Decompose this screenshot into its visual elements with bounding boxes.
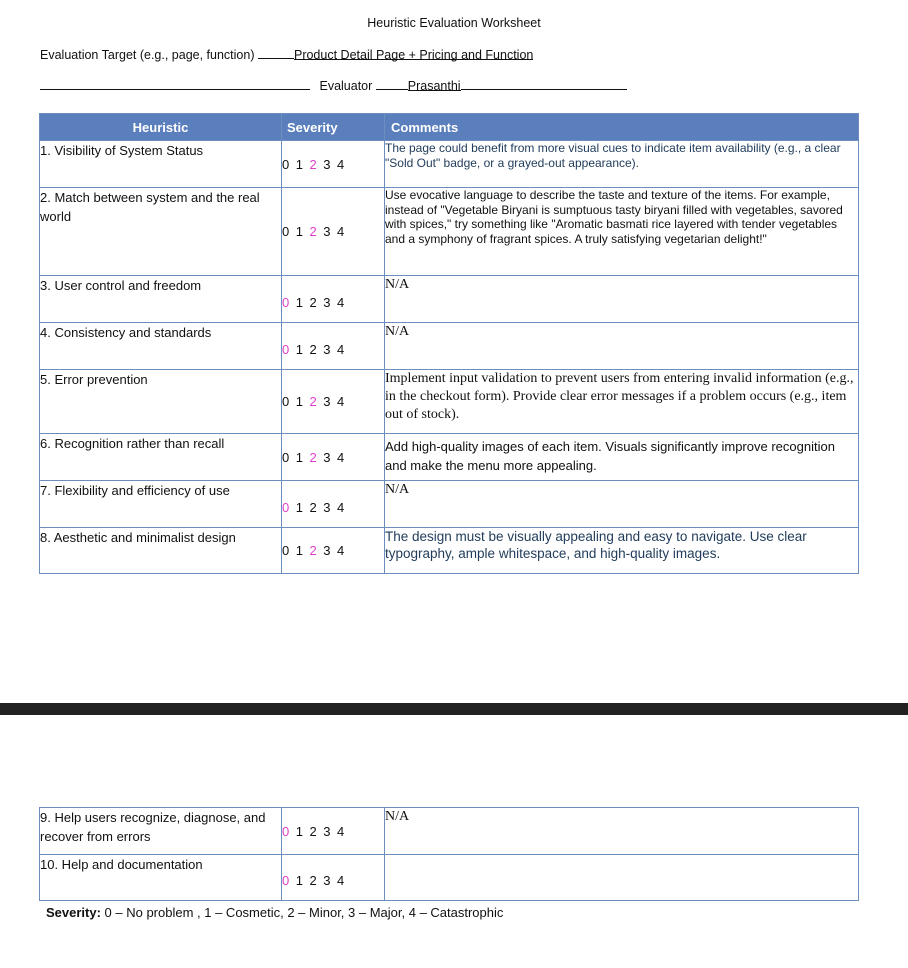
heuristic-table-continued (39, 807, 859, 901)
severity-option-3[interactable]: 3 (323, 156, 331, 172)
severity-option-3[interactable]: 3 (323, 394, 331, 409)
comment-cell: Use evocative language to describe the taste and texture of the items. For example, instead of "Vegetable Biryani is sumptuous tasty biryani filled with vegetables, savored with spices," try something like "Aromatic basmati rice layered with tender vegetables and a symphony of fragrant spices. A truly satisfying vegetarian delight!" (385, 188, 859, 276)
heuristic-cell: 6. Recognition rather than recall (40, 434, 282, 481)
severity-option-0[interactable]: 0 (282, 449, 290, 465)
comment-cell: N/A (385, 481, 859, 528)
severity-option-2[interactable]: 2 (309, 543, 318, 558)
severity-scale[interactable] (282, 528, 385, 574)
severity-scale[interactable] (282, 141, 385, 188)
severity-option-3[interactable]: 3 (323, 823, 331, 839)
severity-option-2[interactable]: 2 (309, 394, 318, 409)
severity-option-0[interactable]: 0 (282, 394, 290, 409)
severity-option-4[interactable]: 4 (336, 499, 345, 515)
target-underline (258, 47, 294, 59)
table-row (40, 855, 859, 901)
heuristic-cell: 8. Aesthetic and minimalist design (40, 528, 282, 574)
severity-option-1[interactable]: 1 (295, 224, 304, 239)
severity-option-0[interactable]: 0 (282, 873, 290, 888)
severity-column-header: Severity (282, 114, 385, 141)
severity-option-4[interactable]: 4 (336, 156, 345, 172)
comment-cell: N/A (385, 276, 859, 323)
table-header-row (40, 114, 859, 141)
severity-option-4[interactable]: 4 (336, 341, 345, 357)
severity-option-2[interactable]: 2 (309, 873, 318, 888)
table-row (40, 808, 859, 855)
severity-option-0[interactable]: 0 (282, 224, 290, 239)
evaluator-underline-lead (376, 78, 408, 90)
comment-cell: The page could benefit from more visual cues to indicate item availability (e.g., a clear "Sold Out" badge, or a grayed-out appearance). (385, 141, 859, 188)
legend-label: Severity: (46, 905, 101, 920)
heuristic-cell: 1. Visibility of System Status (40, 141, 282, 188)
table-row (40, 276, 859, 323)
severity-option-1[interactable]: 1 (295, 294, 304, 310)
table-row (40, 528, 859, 574)
severity-scale[interactable] (282, 276, 385, 323)
severity-scale[interactable] (282, 434, 385, 481)
severity-option-4[interactable]: 4 (336, 394, 345, 409)
comment-cell: Implement input validation to prevent users from entering invalid information (e.g., in the checkout form). Provide clear error messages if a problem occurs (e.g., item out of stock). (385, 370, 859, 434)
severity-legend (46, 905, 503, 920)
blank-underline (40, 78, 310, 90)
severity-option-3[interactable]: 3 (323, 341, 331, 357)
severity-option-2[interactable]: 2 (309, 823, 318, 839)
target-label: Evaluation Target (e.g., page, function) (40, 48, 255, 62)
severity-option-1[interactable]: 1 (295, 543, 304, 558)
severity-option-2[interactable]: 2 (309, 449, 318, 465)
table-row (40, 434, 859, 481)
table-row (40, 323, 859, 370)
severity-option-4[interactable]: 4 (336, 449, 345, 465)
severity-option-2[interactable]: 2 (309, 499, 318, 515)
severity-option-0[interactable]: 0 (282, 823, 290, 839)
legend-text: 0 – No problem , 1 – Cosmetic, 2 – Minor, 3 – Major, 4 – Catastrophic (100, 905, 504, 920)
severity-scale[interactable] (282, 855, 385, 901)
severity-option-2[interactable]: 2 (309, 156, 318, 172)
heuristic-table (39, 113, 859, 574)
comment-cell: The design must be visually appealing and easy to navigate. Use clear typography, ample whitespace, and high-quality images. (385, 528, 859, 574)
severity-option-0[interactable]: 0 (282, 499, 290, 515)
severity-scale[interactable] (282, 481, 385, 528)
heuristic-cell: 2. Match between system and the real world (40, 188, 282, 276)
severity-option-2[interactable]: 2 (309, 341, 318, 357)
severity-option-4[interactable]: 4 (336, 873, 345, 888)
severity-scale[interactable] (282, 370, 385, 434)
severity-scale[interactable] (282, 808, 385, 855)
severity-option-0[interactable]: 0 (282, 341, 290, 357)
comments-column-header: Comments (385, 114, 859, 141)
evaluation-target-line (40, 47, 533, 62)
severity-option-1[interactable]: 1 (295, 341, 304, 357)
severity-option-1[interactable]: 1 (295, 499, 304, 515)
worksheet-title: Heuristic Evaluation Worksheet (367, 16, 541, 30)
page-break-divider (0, 703, 908, 715)
heuristic-cell: 3. User control and freedom (40, 276, 282, 323)
table-row (40, 188, 859, 276)
table-row (40, 370, 859, 434)
severity-option-4[interactable]: 4 (336, 543, 345, 558)
severity-option-0[interactable]: 0 (282, 156, 290, 172)
heuristic-cell: 9. Help users recognize, diagnose, and recover from errors (40, 808, 282, 855)
severity-option-1[interactable]: 1 (295, 873, 304, 888)
severity-option-3[interactable]: 3 (323, 543, 331, 558)
severity-option-4[interactable]: 4 (336, 294, 345, 310)
severity-option-2[interactable]: 2 (309, 224, 318, 239)
severity-option-0[interactable]: 0 (282, 294, 290, 310)
severity-option-0[interactable]: 0 (282, 543, 290, 558)
severity-scale[interactable] (282, 323, 385, 370)
comment-cell: N/A (385, 323, 859, 370)
comment-cell (385, 855, 859, 901)
severity-option-3[interactable]: 3 (323, 499, 331, 515)
heuristic-cell: 7. Flexibility and efficiency of use (40, 481, 282, 528)
evaluator-underline-trail (461, 78, 627, 90)
evaluator-label: Evaluator (319, 79, 373, 93)
severity-option-3[interactable]: 3 (323, 449, 331, 465)
comment-cell: N/A (385, 808, 859, 855)
severity-option-1[interactable]: 1 (295, 823, 304, 839)
severity-option-1[interactable]: 1 (295, 394, 304, 409)
severity-scale[interactable] (282, 188, 385, 276)
heuristic-cell: 10. Help and documentation (40, 855, 282, 901)
severity-option-4[interactable]: 4 (336, 224, 345, 239)
heuristic-cell: 4. Consistency and standards (40, 323, 282, 370)
severity-option-2[interactable]: 2 (309, 294, 318, 310)
severity-option-1[interactable]: 1 (295, 156, 304, 172)
severity-option-3[interactable]: 3 (323, 873, 331, 888)
severity-option-1[interactable]: 1 (295, 449, 304, 465)
table-row (40, 481, 859, 528)
severity-option-3[interactable]: 3 (323, 294, 331, 310)
target-value: Product Detail Page + Pricing and Function (293, 48, 534, 62)
severity-option-4[interactable]: 4 (336, 823, 345, 839)
evaluator-line (40, 78, 627, 93)
heuristic-column-header: Heuristic (40, 114, 282, 141)
table-row (40, 141, 859, 188)
severity-option-3[interactable]: 3 (323, 224, 331, 239)
evaluator-value: Prasanthi (407, 79, 461, 93)
heuristic-cell: 5. Error prevention (40, 370, 282, 434)
comment-cell: Add high-quality images of each item. Visuals significantly improve recognition and make the menu more appealing. (385, 434, 859, 481)
